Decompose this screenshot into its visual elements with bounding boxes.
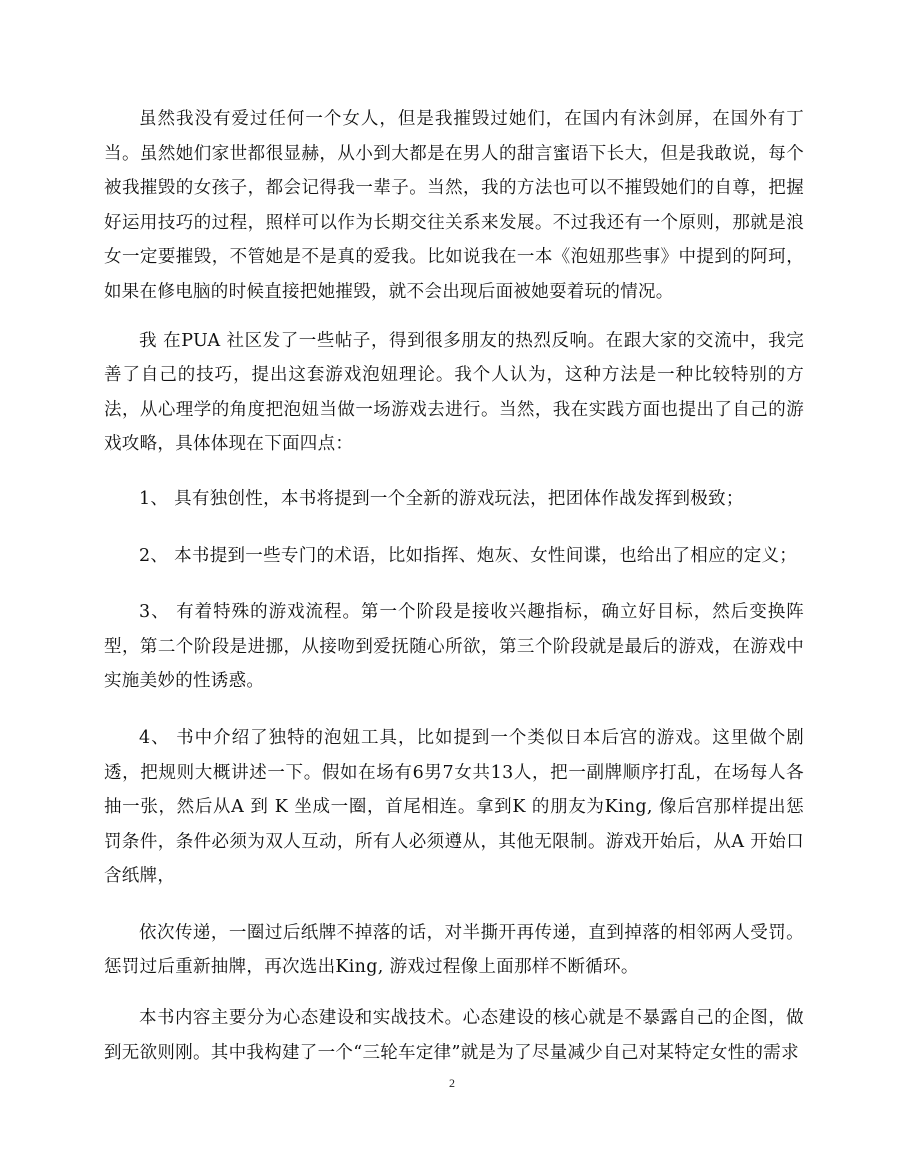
list-item-3: 3、 有着特殊的游戏流程。第一个阶段是接收兴趣指标，确立好目标，然后变换阵型，第二个阶段是进挪，从接吻到爱抚随心所欲，第三个阶段就是最后的游戏，在游戏中实施美妙的性诱惑。	[104, 602, 804, 692]
page-number: 2	[449, 1076, 455, 1090]
list-item-4: 4、 书中介绍了独特的泡妞工具，比如提到一个类似日本后宫的游戏。这里做个剧透，把规则大概讲述一下。假如在场有6男7女共13人，把一副牌顺序打乱，在场每人各抽一张，然后从A 到 K 坐成一圈，首尾相连。拿到K 的朋友为King, 像后宫那样提出惩罚条件，条件必须为双人互动，所有人必须遵从，其他无限制。游戏开始后，从A 开始口含纸牌，	[104, 727, 804, 887]
paragraph-pua-community: 我 在PUA 社区发了一些帖子，得到很多朋友的热烈反响。在跟大家的交流中，我完善了自己的技巧，提出这套游戏泡妞理论。我个人认为，这种方法是一种比较特别的方法，从心理学的角度把泡妞当做一场游戏去进行。当然，我在实践方面也提出了自己的游戏攻略，具体体现在下面四点：	[104, 330, 804, 455]
paragraph-intro: 虽然我没有爱过任何一个女人，但是我摧毁过她们，在国内有沐剑屏，在国外有丁当。虽然她们家世都很显赫，从小到大都是在男人的甜言蜜语下长大，但是我敢说，每个被我摧毁的女孩子，都会记得我一辈子。当然，我的方法也可以不摧毁她们的自尊，把握好运用技巧的过程，照样可以作为长期交往关系来发展。不过我还有一个原则，那就是浪女一定要摧毁，不管她是不是真的爱我。比如说我在一本《泡妞那些事》中提到的阿珂，如果在修电脑的时候直接把她摧毁，就不会出现后面被她耍着玩的情况。	[104, 109, 804, 302]
paragraph-book-content: 本书内容主要分为心态建设和实战技术。心态建设的核心就是不暴露自己的企图，做到无欲则刚。其中我构建了一个“三轮车定律”就是为了尽量减少自己对某特定女性的需求	[104, 1008, 804, 1063]
list-item-1: 1、 具有独创性，本书将提到一个全新的游戏玩法，把团体作战发挥到极致；	[139, 488, 744, 509]
list-item-2: 2、 本书提到一些专门的术语，比如指挥、炮灰、女性间谍，也给出了相应的定义；	[139, 545, 798, 566]
page-body	[104, 102, 804, 1070]
paragraph-card-passing: 依次传递，一圈过后纸牌不掉落的话，对半撕开再传递，直到掉落的相邻两人受罚。惩罚过后重新抽牌，再次选出King, 游戏过程像上面那样不断循环。	[104, 922, 804, 978]
